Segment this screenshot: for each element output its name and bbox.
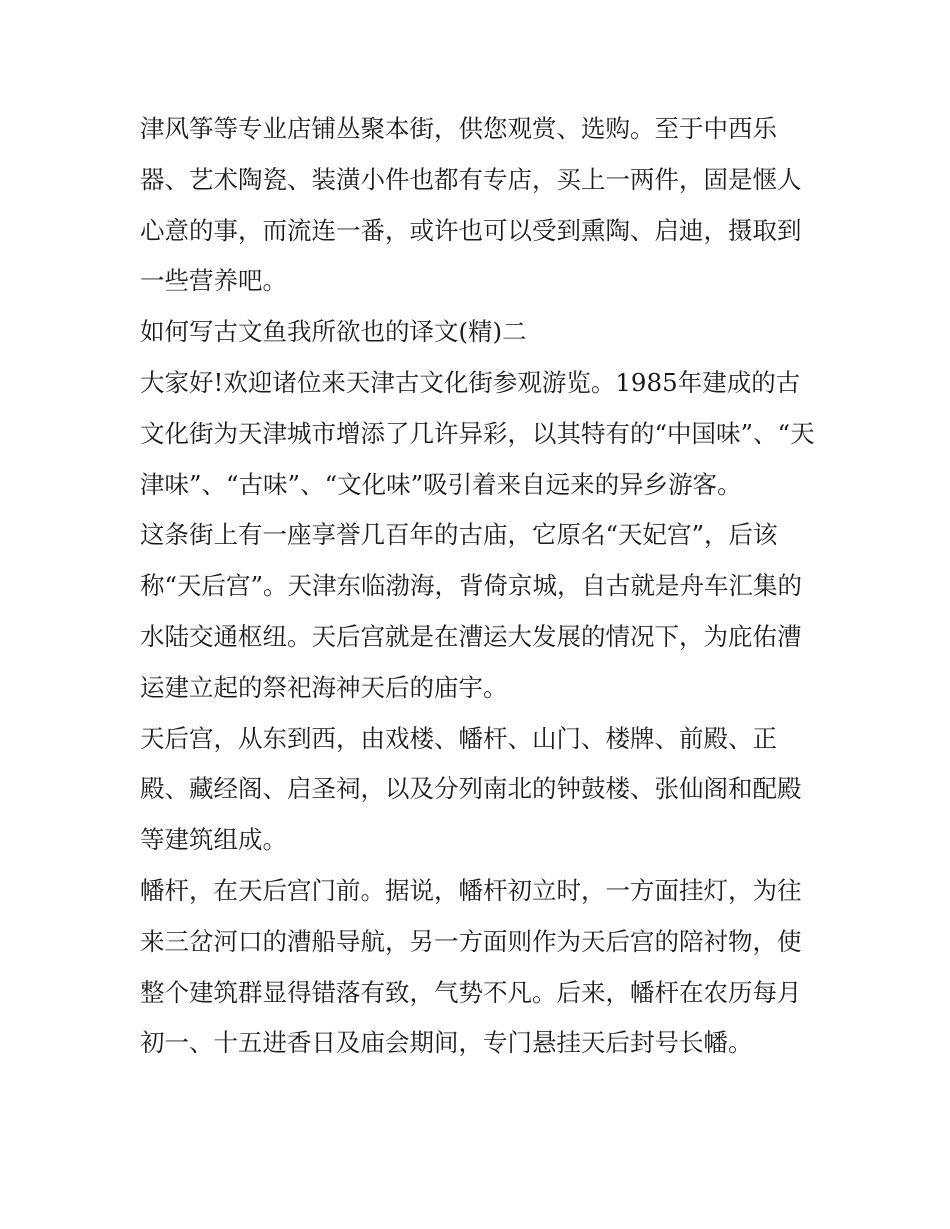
paragraph-shop-street: 津风筝等专业店铺丛聚本街，供您观赏、选购。至于中西乐器、艺术陶瓷、装潢小件也都有专店，买上一两件，固是惬人心意的事，而流连一番，或许也可以受到熏陶、启迪，摄取到一些营养吧。 (140, 114, 802, 296)
section-heading: 如何写古文鱼我所欲也的译文(精)二 (140, 317, 527, 347)
paragraph-flagpole: 幡杆，在天后宫门前。据说，幡杆初立时，一方面挂灯，为往来三岔河口的漕船导航，另一方面则作为天后宫的陪衬物，使整个建筑群显得错落有致，气势不凡。后来，幡杆在农历每月初一、十五进香日及庙会期间，专门悬挂天后封号长幡。 (140, 875, 802, 1058)
paragraph-temple-layout: 天后宫，从东到西，由戏楼、幡杆、山门、楼牌、前殿、正殿、藏经阁、启圣祠，以及分列南北的钟鼓楼、张仙阁和配殿等建筑组成。 (140, 723, 802, 855)
paragraph-welcome: 大家好!欢迎诸位来天津古文化街参观游览。1985年建成的古文化街为天津城市增添了几许异彩，以其特有的“中国味”、“天津味”、“古味”、“文化味”吸引着来自远来的异乡游客。 (140, 367, 815, 499)
paragraph-tianhou-temple: 这条街上有一座享誉几百年的古庙，它原名“天妃宫”，后该称“天后宫”。天津东临渤海，背倚京城，自古就是舟车汇集的水陆交通枢纽。天后宫就是在漕运大发展的情况下，为庇佑漕运建立起的祭祀海神天后的庙宇。 (140, 520, 803, 702)
document-body (140, 104, 820, 1069)
